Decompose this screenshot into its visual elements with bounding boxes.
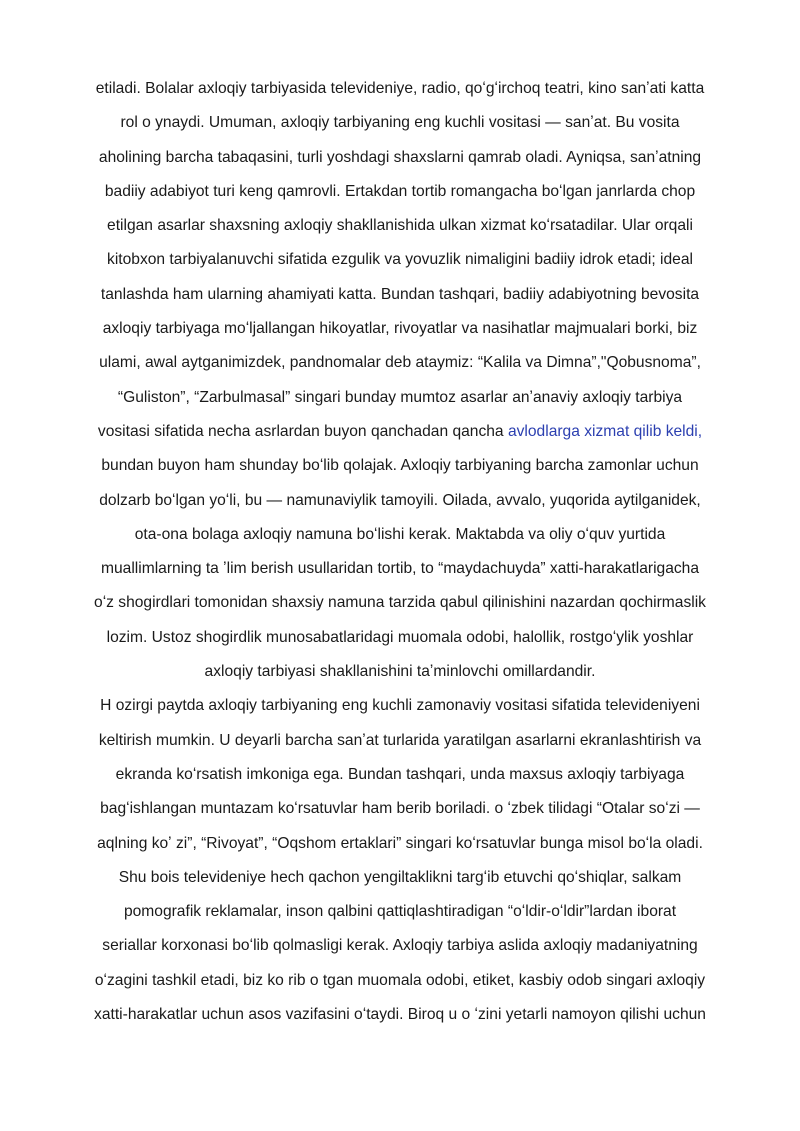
text-line: badiiy adabiyot turi keng qamrovli. Ertakdan tortib romangacha boʻlgan janrlarda chop — [104, 182, 696, 200]
text-line: seriallar korxonasi boʻlib qolmasligi kerak. Axloqiy tarbiya aslida axloqiy madaniyatning — [102, 937, 698, 955]
text-line: ekranda koʻrsatish imkoniga ega. Bundan tashqari, unda maxsus axloqiy tarbiyaga — [115, 765, 685, 783]
text-line: xatti-harakatlar uchun asos vazifasini oʻtaydi. Biroq u o ʻzini yetarli namoyon qilishi uchun — [94, 1006, 706, 1024]
text-line: etilgan asarlar shaxsning axloqiy shakllanishida ulkan xizmat koʻrsatadilar. Ular orqali — [107, 217, 693, 235]
text-line: rol o ynaydi. Umuman, axloqiy tarbiyaning eng kuchli vositasi — sanʼat. Bu vosita — [120, 114, 680, 132]
text-line: “Guliston”, “Zarbulmasal” singari bunday mumtoz asarlar anʼanaviy axloqiy tarbiya — [117, 388, 683, 406]
text-line: aqlning koʼ zi”, “Rivoyat”, “Oqshom ertaklari” singari koʻrsatuvlar bunga misol boʻla oladi. — [97, 834, 703, 852]
text-line: H ozirgi paytda axloqiy tarbiyaning eng kuchli zamonaviy vositasi sifatida televideniyeni — [100, 697, 700, 715]
text-line — [48, 415, 752, 449]
text-line: muallimlarning ta ʼlim berish usullaridan tortib, to “maydachuyda” xatti-harakatlarigacha — [100, 560, 700, 578]
text-line: keltirish mumkin. U deyarli barcha sanʼat turlarida yaratilgan asarlarni ekranlashtirish va — [98, 731, 702, 749]
text-line: Shu bois televideniye hech qachon yengiltaklikni targʻib etuvchi qoʻshiqlar, salkam — [118, 868, 682, 886]
text-line: oʻz shogirdlari tomonidan shaxsiy namuna tarzida qabul qilinishini nazardan qochirmaslik — [94, 594, 706, 612]
body-text — [48, 72, 752, 1032]
text-line: ulami, awal aytganimizdek, pandnomalar deb ataymiz: “Kalila va Dimna”,"Qobusnoma”, — [99, 354, 701, 372]
inline-link[interactable]: avlodlarga xizmat qilib keldi, — [507, 422, 703, 440]
text-line: axloqiy tarbiyasi shakllanishini taʼminlovchi omillardandir. — [204, 663, 596, 681]
text-line: ota-ona bolaga axloqiy namuna boʻlishi kerak. Maktabda va oliy oʻquv yurtida — [134, 525, 666, 543]
text-line: tanlashda ham ularning ahamiyati katta. Bundan tashqari, badiiy adabiyotning bevosita — [100, 285, 700, 303]
text-line: bagʻishlangan muntazam koʻrsatuvlar ham berib boriladi. o ʻzbek tilidagi “Otalar soʻzi — — [100, 800, 700, 818]
text-line: etiladi. Bolalar axloqiy tarbiyasida televideniye, radio, qoʻgʻirchoq teatri, kino sanʼati katta — [95, 80, 705, 97]
text-line: oʻzagini tashkil etadi, biz ko rib o tgan muomala odobi, etiket, kasbiy odob singari axloqiy — [94, 971, 706, 989]
text-line: aholining barcha tabaqasini, turli yoshdagi shaxslarni qamrab oladi. Ayniqsa, sanʼatning — [98, 148, 702, 166]
text-line: pomografik reklamalar, inson qalbini qattiqlashtiradigan “oʻldir-oʻldir”lardan iborat — [123, 903, 677, 921]
text-line: lozim. Ustoz shogirdlik munosabatlaridagi muomala odobi, halollik, rostgoʻylik yoshlar — [106, 628, 694, 646]
text-line: dolzarb boʻlgan yoʻli, bu — namunaviylik tamoyili. Oilada, avvalo, yuqorida aytilganidek, — [99, 491, 701, 509]
text-line: kitobxon tarbiyalanuvchi sifatida ezgulik va yovuzlik nimaligini badiiy idrok etadi; ideal — [107, 251, 693, 269]
text-line: bundan buyon ham shunday boʻlib qolajak. Axloqiy tarbiyaning barcha zamonlar uchun — [101, 457, 699, 475]
text-line-segment: vositasi sifatida necha asrlardan buyon qanchadan qancha — [97, 422, 508, 440]
text-line: axloqiy tarbiyaga moʻljallangan hikoyatlar, rivoyatlar va nasihatlar majmualari borki, biz — [102, 320, 698, 338]
